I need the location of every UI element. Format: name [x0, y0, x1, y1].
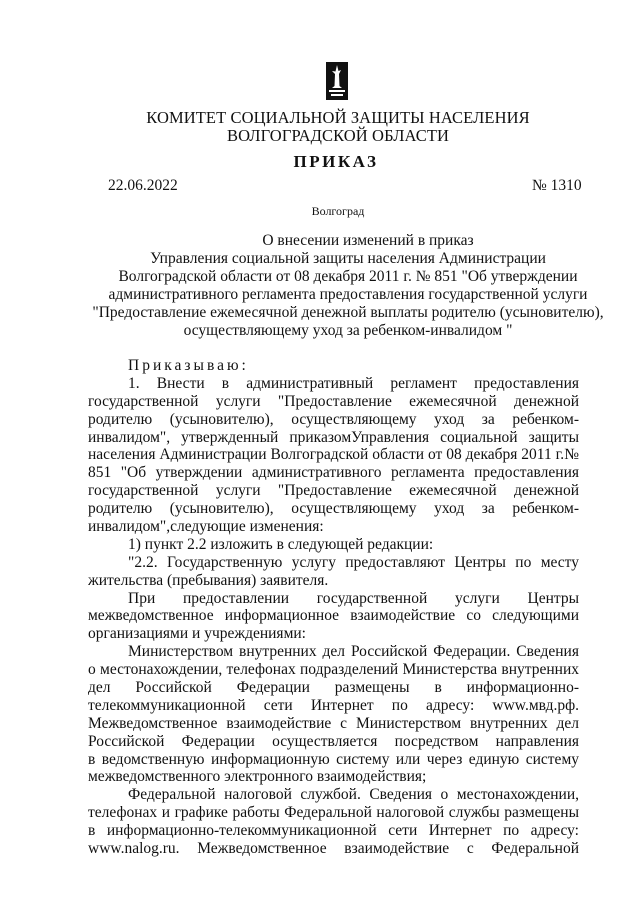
- subject-line: "Предоставление ежемесячной денежной выплаты родителю (усыновителю),: [92, 304, 604, 321]
- body-line: жительства (пребывания) заявителя.: [88, 571, 329, 589]
- body-line: о местонахождении, телефонах подразделений Министерства внутренних: [88, 661, 579, 679]
- organization-name-line1: КОМИТЕТ СОЦИАЛЬНОЙ ЗАЩИТЫ НАСЕЛЕНИЯ: [146, 108, 530, 127]
- volgograd-emblem-icon: [326, 62, 348, 100]
- body-line: государственной услуги "Предоставление ежемесячной денежной: [88, 482, 579, 500]
- body-line: государственной услуги "Предоставление ежемесячной денежной: [88, 392, 579, 410]
- body-line: телекоммуникационной сети Интернет по адресу: www.мвд.рф.: [88, 696, 579, 714]
- body-line: населения Администрации Волгоградской области от 08 декабря 2011 г.№: [88, 446, 579, 464]
- body-line: инвалидом", утвержденный приказомУправления социальной защиты: [88, 428, 579, 446]
- body-line: родителю (усыновителю), осуществляющему уход за ребенком-: [88, 410, 579, 428]
- document-date: 22.06.2022: [108, 177, 178, 194]
- subject-line: Управления социальной защиты населения Администрации: [150, 250, 546, 267]
- body-line: Межведомственное взаимодействие с Министерством внутренних дел: [88, 714, 579, 732]
- body-line: организациями и учреждениями:: [88, 625, 306, 643]
- body-line: 1) пункт 2.2 изложить в следующей редакции:: [128, 535, 434, 553]
- body-line: Российской Федерации осуществляется посредством направления: [88, 732, 579, 750]
- body-line: "2.2. Государственную услугу предоставляют Центры по месту: [128, 553, 579, 571]
- document-number: № 1310: [532, 177, 582, 194]
- document-type: ПРИКАЗ: [293, 152, 379, 171]
- body-line: 851 "Об утверждении административного регламента предоставления: [88, 464, 579, 482]
- body-line: дел Российской Федерации размещены в информационно-: [88, 679, 579, 697]
- subject-line: Волгоградской области от 08 декабря 2011 г. № 851 "Об утверждении: [118, 268, 578, 285]
- subject-line: О внесении изменений в приказ: [262, 232, 474, 249]
- prikazyvayu-heading: Приказываю:: [128, 357, 249, 374]
- organization-name-line2: ВОЛГОГРАДСКОЙ ОБЛАСТИ: [226, 126, 450, 145]
- subject-line: осуществляющему уход за ребенком-инвалидом ": [183, 322, 513, 339]
- body-line: www.nalog.ru. Межведомственное взаимодействие с Федеральной: [88, 840, 579, 858]
- body-line: При предоставлении государственной услуги Центры: [128, 589, 579, 607]
- body-line: Федеральной налоговой службой. Сведения о местонахождении,: [128, 786, 579, 804]
- body-line: родителю (усыновителю), осуществляющему уход за ребенком-: [88, 500, 579, 518]
- document-body: [88, 357, 579, 858]
- body-line: инвалидом",следующие изменения:: [88, 518, 324, 536]
- body-line: Министерством внутренних дел Российской Федерации. Сведения: [128, 643, 579, 661]
- body-line: межведомственного электронного взаимодействия;: [88, 768, 427, 786]
- body-line: телефонах и графике работы Федеральной налоговой службы размещены: [88, 804, 579, 822]
- document-subject: [88, 232, 608, 340]
- body-line: в ведомственную информационную систему или через единую систему: [88, 750, 579, 768]
- body-line: межведомственное информационное взаимодействие со следующими: [88, 607, 579, 625]
- body-line: 1. Внести в административный регламент предоставления: [128, 374, 579, 392]
- body-line: в информационно-телекоммуникационной сети Интернет по адресу:: [88, 822, 579, 840]
- document-city: Волгоград: [311, 204, 365, 218]
- subject-line: административного регламента предоставления государственной услуги: [108, 286, 588, 303]
